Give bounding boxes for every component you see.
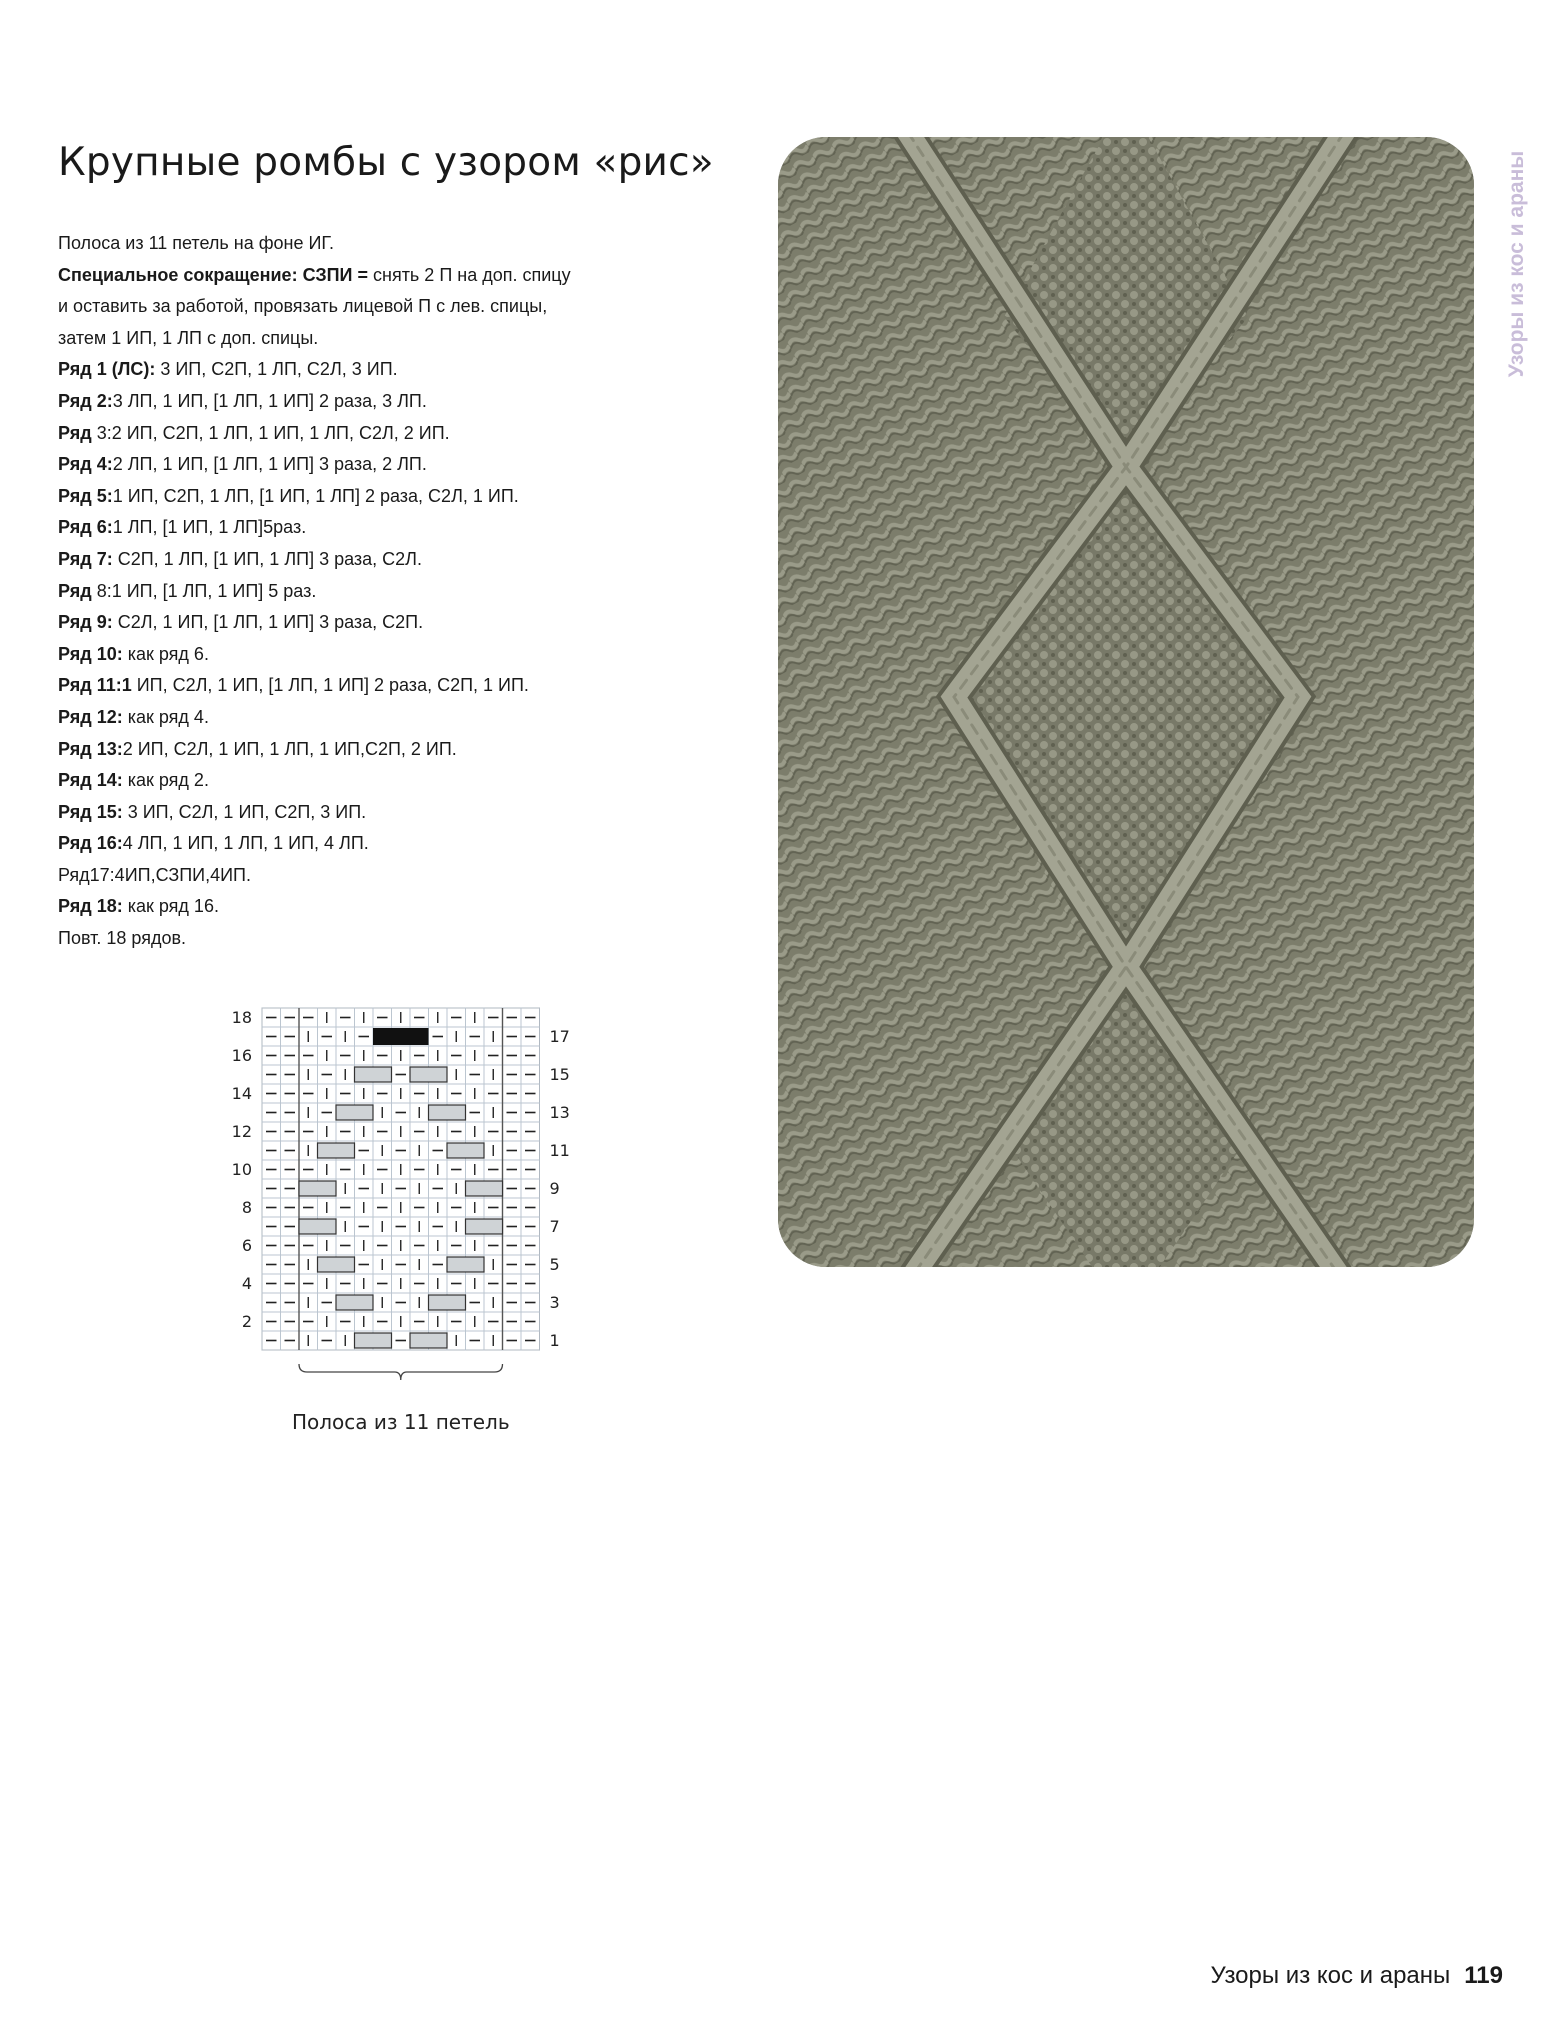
instruction-line [58, 228, 658, 260]
knitted-sample-photo [778, 137, 1474, 1267]
instruction-label: Ряд 11:1 [58, 675, 132, 696]
instruction-text: и оставить за работой, провязать лицевой П с лев. спицы, [58, 296, 548, 317]
chart-row-number-right: 9 [549, 1179, 560, 1199]
chart-row-number-right: 1 [549, 1331, 560, 1351]
chart-width-bracket [299, 1364, 503, 1380]
instruction-line [58, 386, 658, 418]
instruction-label: Ряд 10: [58, 643, 123, 664]
instruction-text: 2 ЛП, 1 ИП, [1 ЛП, 1 ИП] 3 раза, 2 ЛП. [112, 454, 427, 475]
instruction-text: 3 ЛП, 1 ИП, [1 ЛП, 1 ИП] 2 раза, 3 ЛП. [112, 390, 427, 411]
chart-row-number-right: 15 [549, 1065, 570, 1085]
section-side-label-text: Узоры из кос и араны [1505, 150, 1528, 378]
instruction-line [58, 607, 658, 639]
instruction-line [58, 449, 658, 481]
instruction-text: ИП, С2Л, 1 ИП, [1 ЛП, 1 ИП] 2 раза, С2П, 1 ИП. [131, 675, 529, 696]
instruction-label: Ряд [58, 580, 97, 601]
instruction-label: Ряд 4: [58, 454, 113, 475]
instruction-text: Ряд17:4ИП,СЗПИ,4ИП. [58, 864, 251, 885]
chart-row-number-left: 10 [231, 1160, 252, 1180]
instruction-text: Полоса из 11 петель на фоне ИГ. [58, 233, 334, 253]
cable-cross-symbol [410, 1333, 447, 1348]
section-side-label [1502, 130, 1532, 398]
instruction-text: Повт. 18 рядов. [58, 928, 187, 949]
instruction-label: Ряд 1 (ЛС): [58, 359, 156, 380]
instruction-label: Ряд 6: [58, 517, 113, 538]
instruction-line [58, 797, 658, 829]
chart-row-number-right: 3 [549, 1293, 560, 1313]
instruction-text: снять 2 П на доп. спицу [368, 264, 571, 285]
instruction-text: С2Л, 1 ИП, [1 ЛП, 1 ИП] 3 раза, С2П. [112, 612, 424, 633]
cable-cross-symbol [429, 1105, 466, 1120]
footer-section-title: Узоры из кос и араны [1210, 1962, 1451, 1989]
instruction-text: 3 ИП, С2П, 1 ЛП, С2Л, 3 ИП. [155, 359, 398, 380]
instruction-text: как ряд 2. [122, 770, 209, 791]
instruction-line [58, 323, 658, 355]
chart-row-number-right: 11 [549, 1141, 570, 1161]
chart-row-number-left: 8 [241, 1198, 252, 1218]
instruction-label: Ряд 2: [58, 390, 113, 411]
instruction-label: Ряд 9: [58, 612, 113, 633]
cable-cross-symbol [410, 1067, 447, 1082]
instruction-label: Ряд [58, 422, 97, 443]
cable-cross-symbol [447, 1143, 484, 1158]
chart-row-number-right: 7 [549, 1217, 560, 1237]
instruction-line [58, 354, 658, 386]
instruction-label: Ряд 7: [58, 548, 113, 569]
chart-row-number-left: 12 [231, 1122, 252, 1142]
instruction-line [58, 702, 658, 734]
instruction-label: Ряд 15: [58, 801, 123, 822]
cable-cross-symbol [299, 1219, 336, 1234]
chart-row-number-left: 16 [231, 1046, 252, 1066]
instruction-text: 3:2 ИП, С2П, 1 ЛП, 1 ИП, 1 ЛП, С2Л, 2 ИП. [96, 422, 450, 443]
instruction-text: затем 1 ИП, 1 ЛП с доп. спицы. [58, 327, 319, 348]
cable-cross-symbol [318, 1257, 355, 1272]
instruction-text: 4 ЛП, 1 ИП, 1 ЛП, 1 ИП, 4 ЛП. [122, 833, 369, 854]
instruction-line [58, 512, 658, 544]
instruction-text: как ряд 6. [122, 643, 209, 664]
instruction-label: Ряд 13: [58, 738, 123, 759]
instruction-line [58, 291, 658, 323]
instruction-line [58, 765, 658, 797]
knitted-fabric-illustration [778, 137, 1474, 1267]
cable-cross-symbol [355, 1333, 392, 1348]
chart-row-number-left: 6 [241, 1236, 252, 1256]
cable-cross-symbol [318, 1143, 355, 1158]
chart-row-number-left: 2 [241, 1312, 252, 1332]
cable-cross-symbol [466, 1219, 503, 1234]
page-title: Крупные ромбы с узором «рис» [58, 140, 714, 185]
cable-cross-symbol [466, 1181, 503, 1196]
cable-cross-symbol [429, 1295, 466, 1310]
instruction-line [58, 670, 658, 702]
knitting-chart [220, 990, 600, 1450]
cable-cross-symbol [447, 1257, 484, 1272]
cable-cross-symbol [355, 1067, 392, 1082]
instruction-text: как ряд 4. [122, 706, 209, 727]
chart-row-number-left: 4 [241, 1274, 252, 1294]
pattern-instructions [58, 228, 658, 955]
instruction-label: Ряд 18: [58, 896, 123, 917]
chart-row-number-left: 14 [231, 1084, 252, 1104]
instruction-text: 1 ИП, С2П, 1 ЛП, [1 ИП, 1 ЛП] 2 раза, С2Л, 1 ИП. [112, 485, 519, 506]
chart-row-number-right: 5 [549, 1255, 560, 1275]
instruction-line [58, 891, 658, 923]
instruction-text: 1 ЛП, [1 ИП, 1 ЛП]5раз. [112, 517, 307, 538]
page-number: 119 [1464, 1962, 1503, 1989]
instruction-line [58, 576, 658, 608]
chart-row-number-right: 13 [549, 1103, 570, 1123]
instruction-line [58, 639, 658, 671]
instruction-line [58, 418, 658, 450]
instruction-label: Специальное сокращение: СЗПИ = [58, 264, 368, 285]
instruction-line [58, 734, 658, 766]
page-footer [1211, 1962, 1503, 1990]
instruction-label: Ряд 14: [58, 770, 123, 791]
knitting-chart-grid [220, 990, 600, 1410]
chart-row-number-left: 18 [231, 1008, 252, 1028]
chart-row-number-right: 17 [549, 1027, 570, 1047]
instruction-text: как ряд 16. [122, 896, 219, 917]
chart-caption: Полоса из 11 петель [292, 1410, 510, 1434]
instruction-label: Ряд 16: [58, 833, 123, 854]
instruction-line [58, 481, 658, 513]
instruction-text: 2 ИП, С2Л, 1 ИП, 1 ЛП, 1 ИП,С2П, 2 ИП. [122, 738, 457, 759]
instruction-text: 3 ИП, С2Л, 1 ИП, С2П, 3 ИП. [122, 801, 367, 822]
cable-cross-symbol [336, 1295, 373, 1310]
instruction-line [58, 923, 658, 955]
special-cross-symbol [373, 1028, 429, 1045]
instruction-line [58, 544, 658, 576]
instruction-label: Ряд 12: [58, 706, 123, 727]
instruction-line [58, 860, 658, 892]
instruction-text: С2П, 1 ЛП, [1 ИП, 1 ЛП] 3 раза, С2Л. [112, 548, 422, 569]
cable-cross-symbol [299, 1181, 336, 1196]
instruction-text: 8:1 ИП, [1 ЛП, 1 ИП] 5 раз. [96, 580, 317, 601]
instruction-label: Ряд 5: [58, 485, 113, 506]
cable-cross-symbol [336, 1105, 373, 1120]
instruction-line [58, 260, 658, 292]
instruction-line [58, 828, 658, 860]
